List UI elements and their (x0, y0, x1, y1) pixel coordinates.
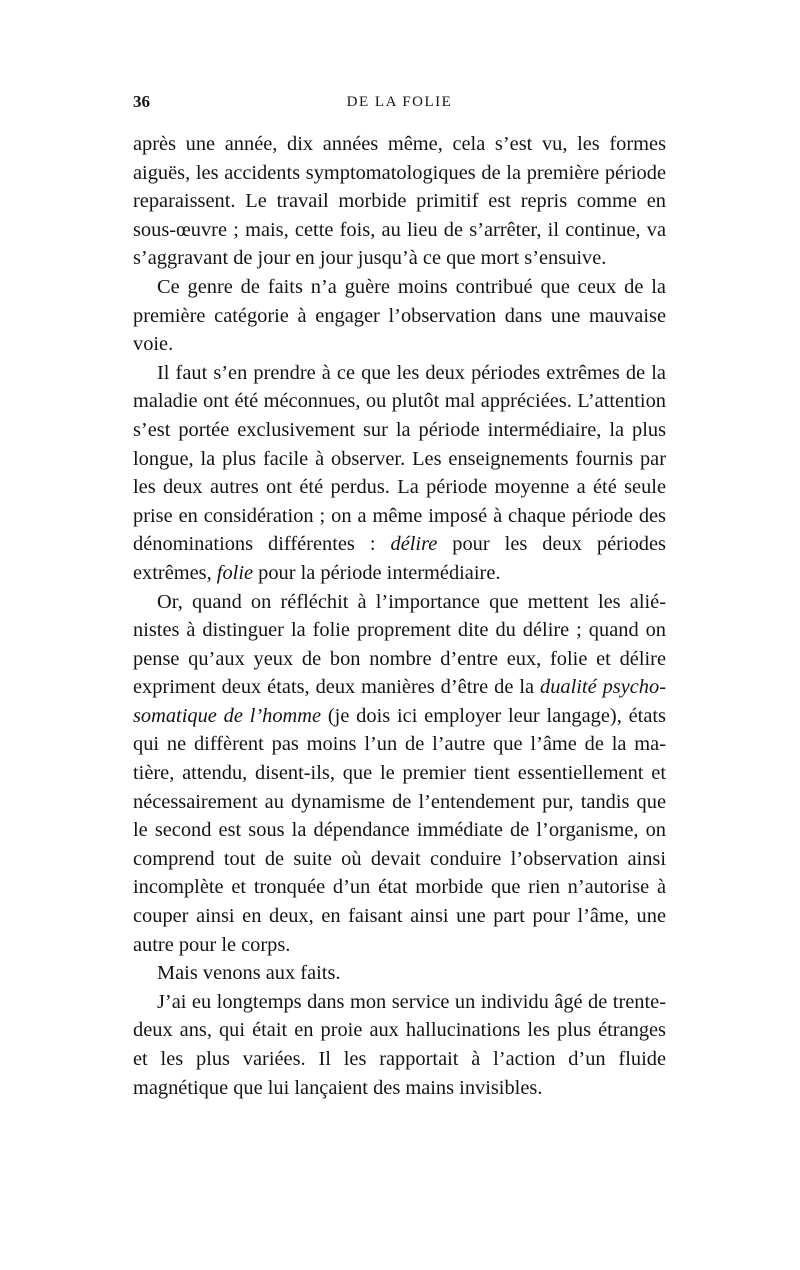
paragraph-p3 (133, 359, 666, 588)
running-head (133, 92, 666, 120)
paragraph-p5 (133, 959, 666, 988)
text-run: Or, quand on réfléchit à l’importance que mettent les aliénistes à distinguer la folie proprement dite du délire ; quand on pense qu’aux yeux de bon nombre d’entre eux, folie et délire expriment deux états, deux manières d’être de la (133, 590, 666, 699)
text-run: Il faut s’en prendre à ce que les deux périodes extrêmes de la maladie ont été méconnues, ou plutôt mal appréciées. L’attention s’est portée exclusivement sur la période intermédiaire, la plus longue, la plus facile à observer. Les enseignements fournis par les deux autres ont été perdus. La période moyenne a été seule prise en considération ; on a même imposé à chaque période des dénominations différentes : (133, 361, 666, 556)
text-run: après une année, dix années même, cela s’est vu, les formes aiguës, les accidents symptomatologiques de la première période reparaissent. Le travail morbide primitif est repris comme en sous-œuvre ; mais, cette fois, au lieu de s’arrêter, il continue, va s’aggravant de jour en jour jusqu’à ce que mort s’ensuive. (133, 133, 666, 270)
text-run: pour la période intermédiaire. (253, 561, 501, 584)
text-run: (je dois ici employer leur langage), états qui ne diffèrent pas moins l’un de l’autre que l’âme de la matière, attendu, disent-ils, que le premier tient essentiellement et nécessairement au dynamisme de l’entendement pur, tandis que le second est sous la dépendance immédiate de l’organisme, on comprend tout de suite où devait conduire l’observation ainsi incomplète et tronquée d’un état morbide que rien n’autorise à couper ainsi en deux, en faisant ainsi une part pour l’âme, une autre pour le corps. (133, 704, 666, 956)
running-title: DE LA FOLIE (346, 94, 453, 110)
paragraph-p2 (133, 273, 666, 359)
italic-term: délire (390, 533, 438, 556)
paragraph-p6 (133, 988, 666, 1102)
text-run: Mais venons aux faits. (157, 962, 341, 985)
paragraph-p1 (133, 130, 666, 273)
text-run: Ce genre de faits n’a guère moins contribué que ceux de la première catégorie à engager l’observation dans une mauvaise voie. (133, 275, 666, 356)
body-text (133, 130, 666, 1102)
text-run: J’ai eu longtemps dans mon service un individu âgé de trente-deux ans, qui était en proie aux hallucinations les plus étranges et les plus variées. Il les rapportait à l’action d’un fluide magnétique que lui lançaient des mains invisibles. (133, 990, 666, 1099)
page-number: 36 (133, 92, 150, 111)
paragraph-p4 (133, 588, 666, 960)
italic-term: dualité psychosomatique de l’homme (133, 676, 666, 727)
text-run: pour les deux périodes extrêmes, (133, 533, 666, 584)
italic-term: folie (216, 561, 254, 584)
